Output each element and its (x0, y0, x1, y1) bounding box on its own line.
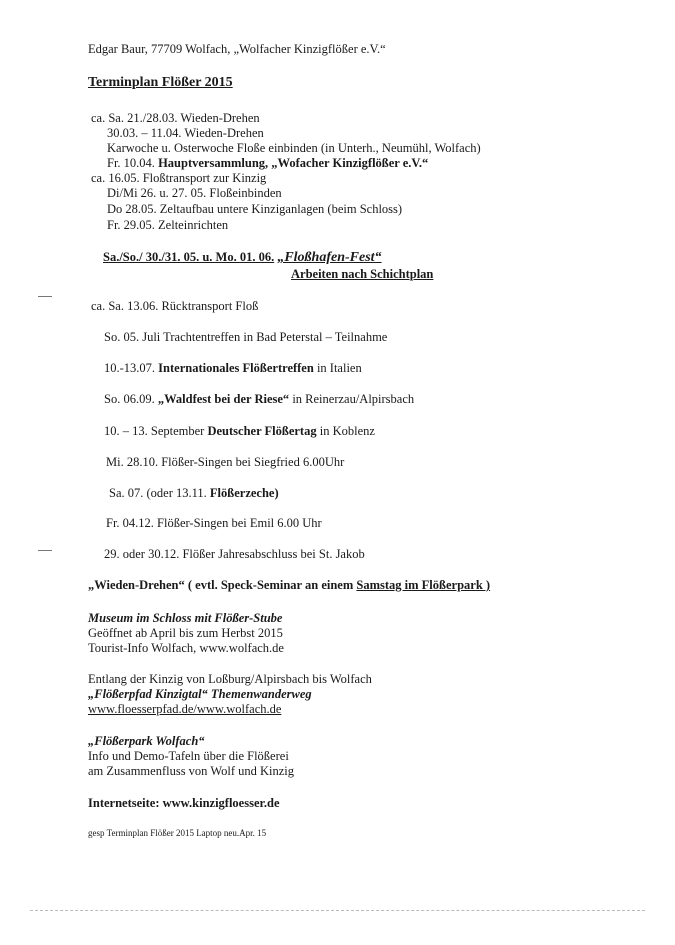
schedule-item: Do 28.05. Zeltaufbau untere Kinziganlagen (beim Schloss) (107, 202, 403, 216)
schedule-item: 10. – 13. September Deutscher Flößertag in Koblenz (104, 424, 375, 438)
schedule-item: So. 05. Juli Trachtentreffen in Bad Peterstal – Teilnahme (104, 330, 388, 344)
schedule-item (107, 156, 428, 171)
schedule-item: 30.03. – 11.04. Wieden-Drehen (107, 126, 264, 140)
schedule-item-event: Hauptversammlung, „Wofacher Kinzigflößer e.V.“ (158, 156, 429, 170)
museum-title: Museum im Schloss mit Flößer-Stube (88, 611, 283, 625)
margin-mark (38, 296, 52, 297)
schedule-item: 29. oder 30.12. Flößer Jahresabschluss bei St. Jakob (104, 547, 365, 561)
fest-line (103, 250, 382, 265)
museum-info: Tourist-Info Wolfach, www.wolfach.de (88, 641, 284, 655)
schedule-item-date: Fr. 10.04. (107, 156, 159, 170)
schedule-item: ca. Sa. 21./28.03. Wieden-Drehen (91, 111, 260, 125)
schedule-item: ca. Sa. 13.06. Rücktransport Floß (91, 299, 259, 313)
schedule-item: Mi. 28.10. Flößer-Singen bei Siegfried 6.00Uhr (106, 455, 345, 469)
schedule-item: Sa. 07. (oder 13.11. Flößerzeche) (109, 486, 279, 500)
schedule-item: So. 06.09. „Waldfest bei der Riese“ in Reinerzau/Alpirsbach (104, 392, 415, 406)
schedule-item: ca. 16.05. Floßtransport zur Kinzig (91, 171, 267, 185)
fest-dates: Sa./So./ 30./31. 05. u. Mo. 01. 06. (103, 250, 275, 264)
footer-note: gesp Terminplan Flößer 2015 Laptop neu.Apr. 15 (88, 828, 267, 838)
schedule-item: Karwoche u. Osterwoche Floße einbinden (in Unterh., Neumühl, Wolfach) (107, 141, 481, 155)
schedule-item: Di/Mi 26. u. 27. 05. Floßeinbinden (107, 186, 282, 200)
wieden-note: „Wieden-Drehen“ ( evtl. Speck-Seminar an einem Samstag im Flößerpark ) (88, 578, 491, 592)
org-line: Edgar Baur, 77709 Wolfach, „Wolfacher Kinzigflößer e.V.“ (88, 42, 386, 56)
fest-name: „Floßhafen-Fest“ (277, 250, 382, 265)
park-title: „Flößerpark Wolfach“ (88, 734, 205, 748)
park-location: am Zusammenfluss von Wolf und Kinzig (88, 764, 295, 778)
fest-work-plan: Arbeiten nach Schichtplan (291, 267, 434, 281)
schedule-item: Fr. 04.12. Flößer-Singen bei Emil 6.00 Uhr (106, 516, 322, 530)
bottom-divider (30, 910, 645, 911)
park-info: Info und Demo-Tafeln über die Flößerei (88, 749, 289, 763)
schedule-item: 10.-13.07. Internationales Flößertreffen in Italien (104, 361, 362, 375)
pfad-route: Entlang der Kinzig von Loßburg/Alpirsbach bis Wolfach (88, 672, 372, 686)
pfad-title: „Flößerpfad Kinzigtal“ Themenwanderweg (88, 687, 312, 701)
schedule-item: Fr. 29.05. Zelteinrichten (107, 218, 229, 232)
page-title: Terminplan Flößer 2015 (88, 75, 233, 90)
internet-line: Internetseite: www.kinzigfloesser.de (88, 796, 280, 810)
museum-hours: Geöffnet ab April bis zum Herbst 2015 (88, 626, 283, 640)
pfad-links: www.floesserpfad.de/www.wolfach.de (88, 702, 282, 716)
margin-mark (38, 550, 52, 551)
